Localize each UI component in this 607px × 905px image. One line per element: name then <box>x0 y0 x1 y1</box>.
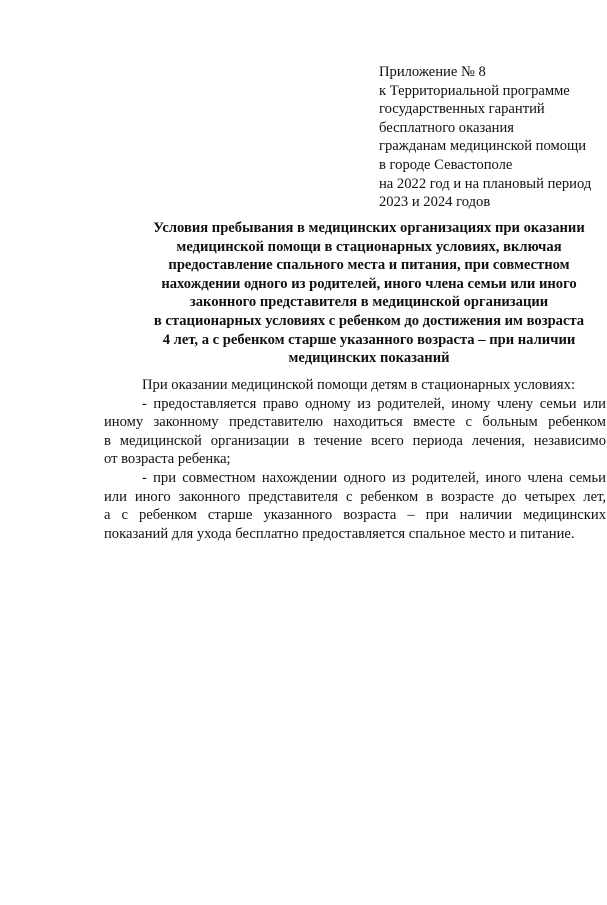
item1-line: от возраста ребенка; <box>104 451 231 468</box>
appendix-line: государственных гарантий <box>379 101 545 118</box>
title-line: медицинских показаний <box>288 350 450 367</box>
item1-line: иному законному представителю находиться вместе с больным ребенком <box>104 414 606 431</box>
appendix-line: в городе Севастополе <box>379 156 513 173</box>
item2-line: или иного законного представителя с ребенком в возрасте до четырех лет, <box>104 488 606 505</box>
body-text <box>104 376 606 543</box>
title-line: в стационарных условиях с ребенком до достижения им возраста <box>153 312 585 329</box>
document-title <box>134 219 604 368</box>
title-line: законного представителя в медицинской организации <box>189 294 549 311</box>
item1-line: в медицинской организации в течение всего периода лечения, независимо <box>104 432 606 449</box>
appendix-line: на 2022 год и на плановый период <box>379 175 592 192</box>
appendix-line: бесплатного оказания <box>379 119 515 136</box>
item2-line: а с ребенком старше указанного возраста – при наличии медицинских <box>104 507 606 524</box>
appendix-line: гражданам медицинской помощи <box>379 138 587 155</box>
title-line: медицинской помощи в стационарных условиях, включая <box>176 238 562 255</box>
title-line: 4 лет, а с ребенком старше указанного возраста – при наличии <box>162 331 576 348</box>
intro-paragraph: При оказании медицинской помощи детям в стационарных условиях: <box>142 377 575 393</box>
title-line: нахождении одного из родителей, иного члена семьи или иного <box>161 275 577 292</box>
item1-line: - предоставляется право одному из родителей, иному члену семьи или <box>142 395 606 412</box>
title-line: предоставление спального места и питания, при совместном <box>168 257 570 274</box>
item2-line: показаний для ухода бесплатно предоставляется спальное место и питание. <box>104 525 575 542</box>
appendix-line: 2023 и 2024 годов <box>379 194 491 211</box>
appendix-header <box>379 63 604 212</box>
appendix-line: к Территориальной программе <box>379 82 570 99</box>
title-line: Условия пребывания в медицинских организациях при оказании <box>153 220 585 236</box>
appendix-line: Приложение № 8 <box>379 64 486 80</box>
item2-line: - при совместном нахождении одного из родителей, иного члена семьи <box>142 469 606 486</box>
